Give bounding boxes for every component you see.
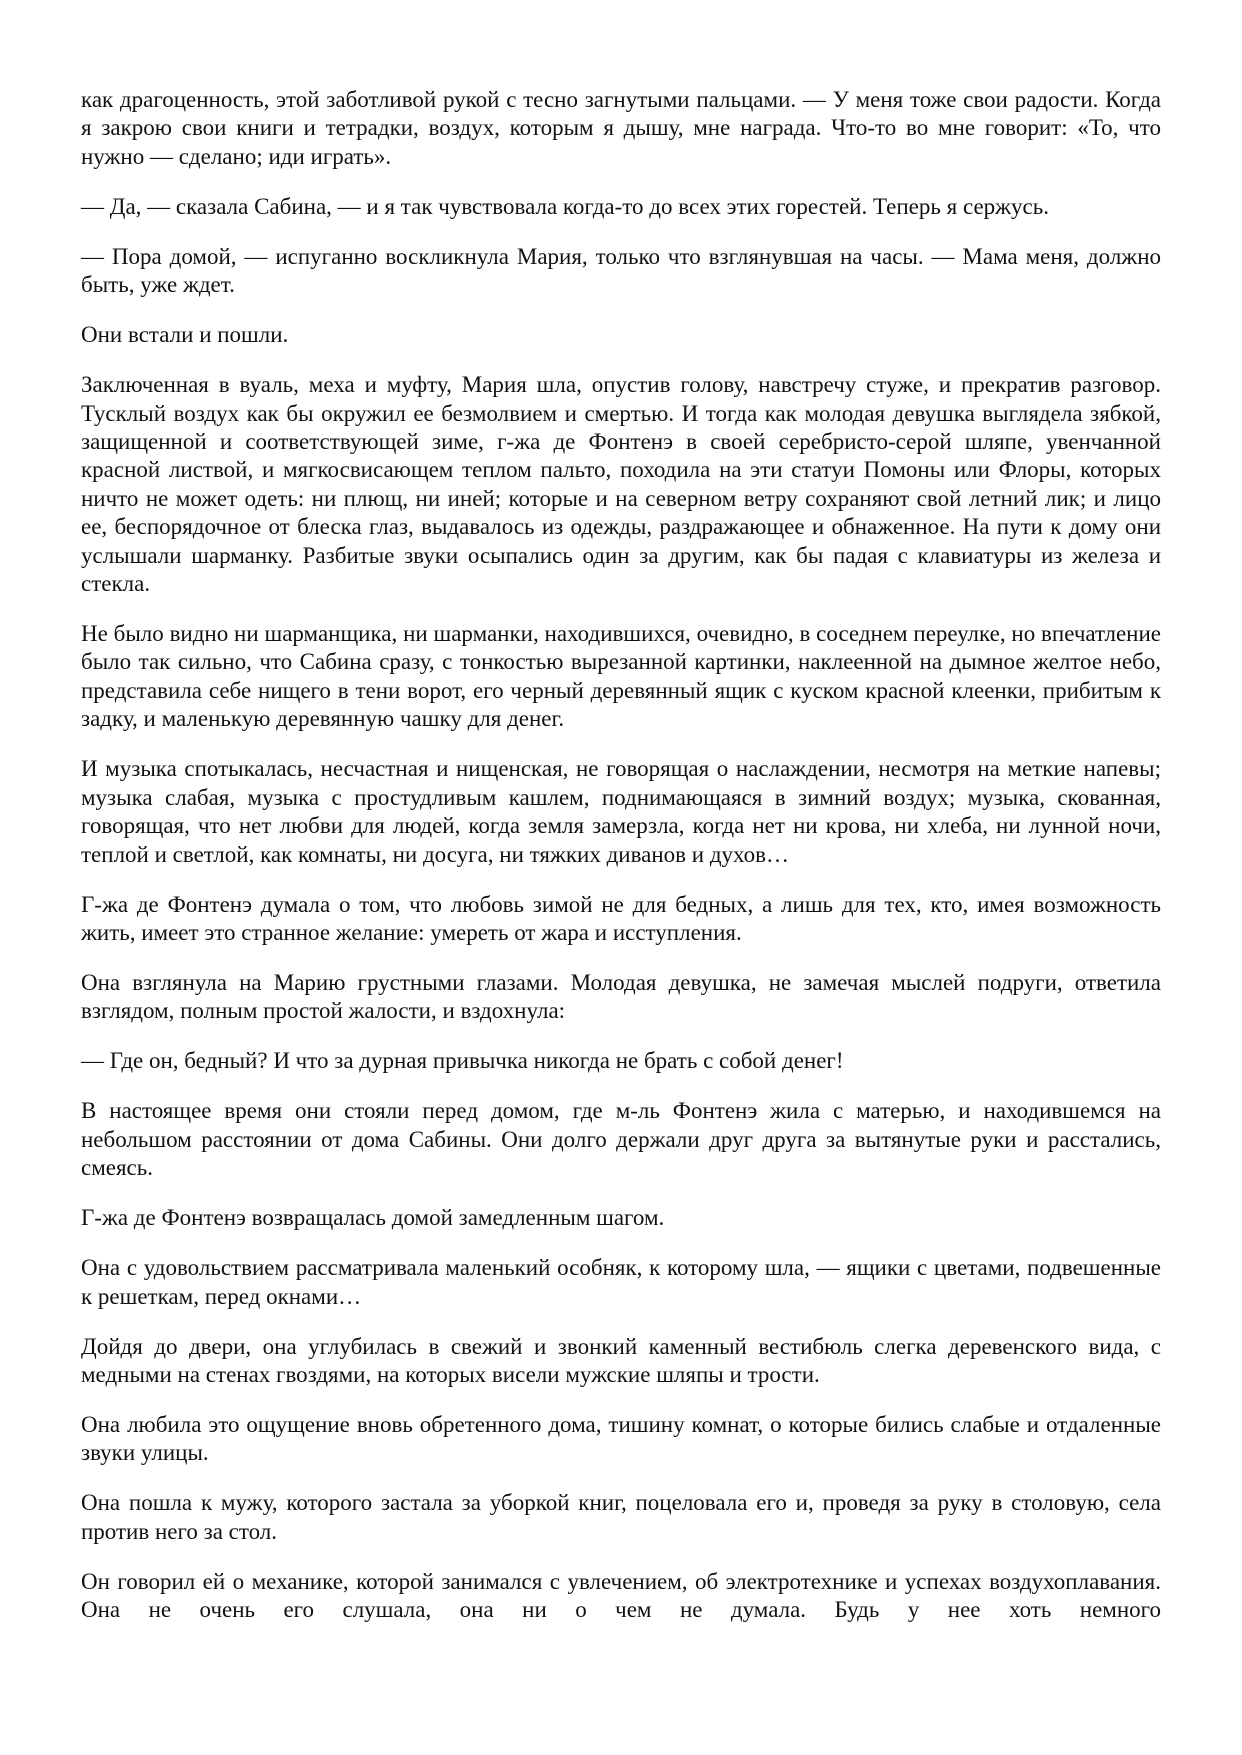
paragraph: И музыка спотыкалась, несчастная и нищенская, не говорящая о наслаждении, несмотря на меткие напевы; музыка слабая, музыка с простудливым кашлем, поднимающаяся в зимний воздух; музыка, скованная, говорящая, что нет любви для людей, когда земля замерзла, когда нет ни крова, ни хлеба, ни лунной ночи, теплой и светлой, как комнаты, ни досуга, ни тяжких диванов и духов… [81,756,1161,867]
paragraph: Она пошла к мужу, которого застала за уборкой книг, поцеловала его и, проведя за руку в столовую, села против него за стол. [81,1490,1161,1544]
paragraph: Г-жа де Фонтенэ возвращалась домой замедленным шагом. [81,1205,665,1231]
paragraph: Она взглянула на Марию грустными глазами. Молодая девушка, не замечая мыслей подруги, ответила взглядом, полным простой жалости, и вздохнула: [81,969,1161,1024]
paragraph: Он говорил ей о механике, которой занимался с увлечением, об электротехнике и успехах воздухоплавания. Она не очень его слушала, она ни о чем не думала. Будь у нее хоть немного [81,1568,1161,1623]
paragraph: Она любила это ощущение вновь обретенного дома, тишину комнат, о которые бились слабые и отдаленные звуки улицы. [81,1411,1161,1466]
paragraph: — Да, — сказала Сабина, — и я так чувствовала когда-то до всех этих горестей. Теперь я сержусь. [81,193,1049,219]
paragraph: — Пора домой, — испуганно воскликнула Мария, только что взглянувшая на часы. — Мама меня, должно быть, уже ждет. [81,243,1161,298]
paragraph: — Где он, бедный? И что за дурная привычка никогда не брать с собой денег! [81,1048,844,1074]
paragraph: Не было видно ни шарманщика, ни шарманки, находившихся, очевидно, в соседнем переулке, но впечатление было так сильно, что Сабина сразу, с тонкостью вырезанной картинки, наклеенной на дымное желтое небо, представила себе нищего в тени ворот, его черный деревянный ящик с куском красной клеенки, прибитым к задку, и маленькую деревянную чашку для денег. [81,621,1161,732]
paragraph: Г-жа де Фонтенэ думала о том, что любовь зимой не для бедных, а лишь для тех, кто, имея возможность жить, имеет это странное желание: умереть от жара и исступления. [81,891,1161,945]
paragraph: как драгоценность, этой заботливой рукой с тесно загнутыми пальцами. — У меня тоже свои радости. Когда я закрою свои книги и тетрадки, воздух, которым я дышу, мне награда. Что-то во мне говорит: «То, что нужно — сделано; иди играть». [81,87,1161,169]
paragraph: Они встали и пошли. [81,322,289,348]
paragraph: Она с удовольствием рассматривала маленький особняк, к которому шла, — ящики с цветами, подвешенные к решеткам, перед окнами… [81,1255,1161,1309]
paragraph: Дойдя до двери, она углубилась в свежий и звонкий каменный вестибюль слегка деревенского вида, с медными на стенах гвоздями, на которых висели мужские шляпы и трости. [81,1333,1161,1387]
paragraph: Заключенная в вуаль, меха и муфту, Мария шла, опустив голову, навстречу стуже, и прекратив разговор. Тусклый воздух как бы окружил ее безмолвием и смертью. И тогда как молодая девушка выглядела зябкой, защищенной и соответствующей зиме, г-жа де Фонтенэ в своей серебристо-серой шляпе, увенчанной красной листвой, и мягкосвисающем теплом пальто, походила на эти статуи Помоны или Флоры, которых ничто не может одеть: ни плющ, ни иней; которые и на северном ветру сохраняют свой летний лик; и лицо ее, беспорядочное от блеска глаз, выдавалось из одежды, раздражающее и обнаженное. На пути к дому они услышали шарманку. Разбитые звуки осыпались один за другим, как бы падая с клавиатуры из железа и стекла. [81,372,1161,597]
document-page [81,86,1161,1625]
paragraph: В настоящее время они стояли перед домом, где м-ль Фонтенэ жила с матерью, и находившемся на небольшом расстоянии от дома Сабины. Они долго держали друг друга за вытянутые руки и расстались, смеясь. [81,1098,1161,1181]
